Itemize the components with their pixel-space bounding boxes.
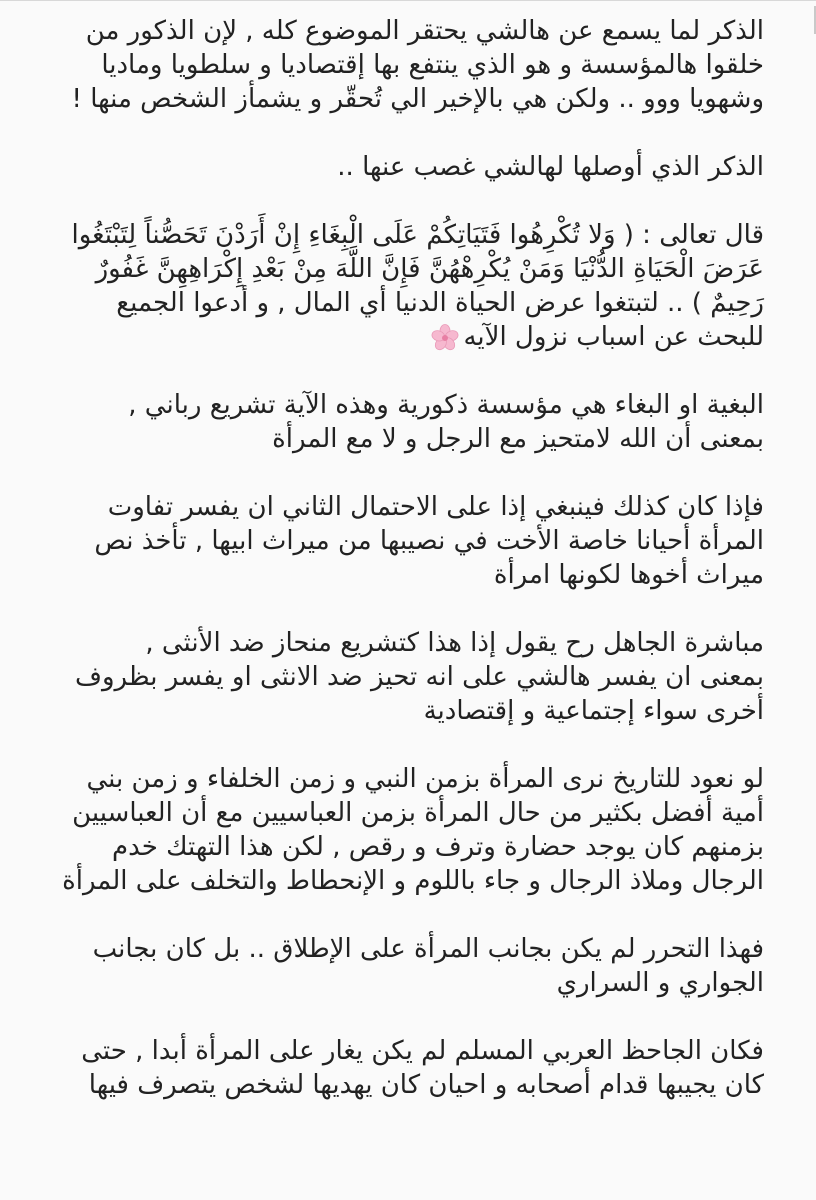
note-body (44, 14, 764, 1136)
text-line: كان يجيبها قدام أصحابه و احيان كان يهديها لشخص يتصرف فيها (88, 1070, 764, 1100)
text-line: فإذا كان كذلك فينبغي إذا على الاحتمال الثاني ان يفسر تفاوت (107, 492, 764, 522)
text-line: الذكر لما يسمع عن هالشي يحتقر الموضوع كله , لإن الذكور من (85, 16, 764, 46)
text-line: وشهويا ووو .. ولكن هي بالإخير الي تُحقّر و يشمأز الشخص منها ! (71, 84, 764, 114)
text-line: عَرَضَ الْحَيَاةِ الدُّنْيَا وَمَنْ يُكْرِهْهُنَّ فَإِنَّ اللَّهَ مِنْ بَعْدِ إِكْرَاهِهِنَّ غَفُورٌ (95, 254, 764, 284)
paragraph-1 (44, 14, 764, 116)
paragraph-3-quran-verse (44, 218, 764, 354)
text-line: الذكر الذي أوصلها لهالشي غصب عنها .. (337, 152, 764, 182)
text-line-with-icon (44, 320, 764, 354)
text-line: قال تعالى : ( وَلا تُكْرِهُوا فَتَيَاتِكُمْ عَلَى الْبِغَاءِ إِنْ أَرَدْنَ تَحَصُّناً لِتَبْتَغُوا (71, 220, 764, 250)
text-line: بمعنى ان يفسر هالشي على انه تحيز ضد الانثى او يفسر بظروف (75, 662, 764, 692)
cherry-blossom-icon (431, 324, 459, 352)
text-line: خلقوا هالمؤسسة و هو الذي ينتفع بها إقتصاديا و سلطويا وماديا (101, 50, 764, 80)
text-line: لو نعود للتاريخ نرى المرأة بزمن النبي و زمن الخلفاء و زمن بني (86, 764, 764, 794)
text-line: المرأة أحيانا خاصة الأخت في نصيبها من ميراث ابيها , تأخذ نص (94, 526, 764, 556)
text-line: بمعنى أن الله لامتحيز مع الرجل و لا مع المرأة (272, 424, 764, 454)
paragraph-5 (44, 490, 764, 592)
text-line: رَحِيمٌ ) .. لتبتغوا عرض الحياة الدنيا أي المال , و أدعوا الجميع (116, 288, 764, 318)
text-line: الجواري و السراري (556, 968, 764, 998)
text-line: أمية أفضل بكثير من حال المرأة بزمن العباسيين مع أن العباسيين (72, 798, 764, 828)
text-line: أخرى سواء إجتماعية و إقتصادية (423, 696, 764, 726)
paragraph-2 (44, 150, 764, 184)
text-line: مباشرة الجاهل رح يقول إذا هذا كتشريع منحاز ضد الأنثى , (145, 628, 764, 658)
text-line: فهذا التحرر لم يكن بجانب المرأة على الإطلاق .. بل كان بجانب (92, 934, 764, 964)
paragraph-9 (44, 1034, 764, 1102)
text-line: فكان الجاحظ العربي المسلم لم يكن يغار على المرأة أبدا , حتى (81, 1036, 764, 1066)
paragraph-8 (44, 932, 764, 1000)
text-line: ميراث أخوها لكونها امرأة (493, 560, 764, 590)
text-line: للبحث عن اسباب نزول الآيه (463, 322, 764, 352)
top-divider (0, 0, 816, 1)
text-line: الرجال وملاذ الرجال و جاء باللوم و الإنحطاط والتخلف على المرأة (62, 866, 764, 896)
paragraph-4 (44, 388, 764, 456)
text-line: بزمنهم كان يوجد حضارة وترف و رقص , لكن هذا التهتك خدم (111, 832, 764, 862)
paragraph-7 (44, 762, 764, 898)
paragraph-6 (44, 626, 764, 728)
text-line: البغية او البغاء هي مؤسسة ذكورية وهذه الآية تشريع رباني , (128, 390, 764, 420)
